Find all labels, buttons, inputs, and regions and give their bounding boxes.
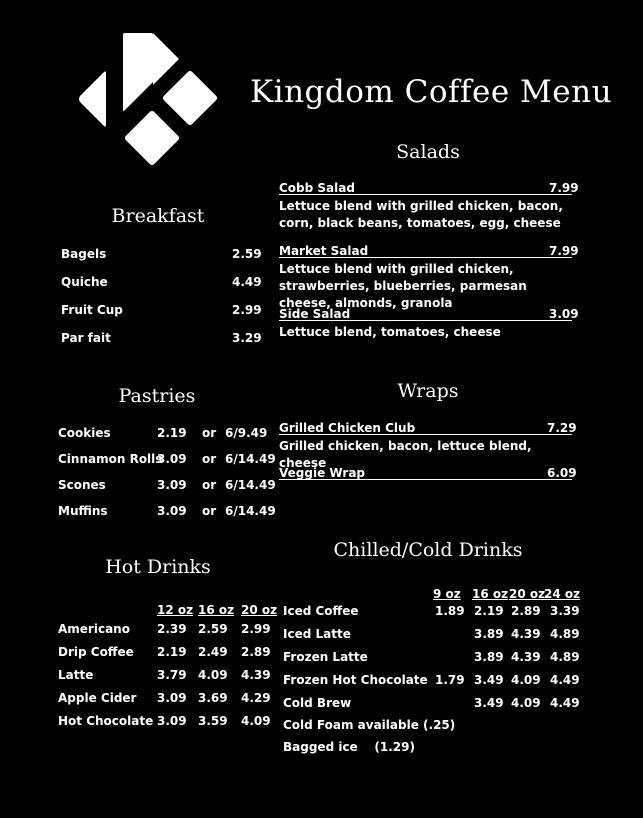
hot-drink-price: 2.49 (198, 645, 228, 659)
cold-drink-name: Cold Brew (283, 696, 352, 710)
breakfast-item-price: 2.99 (232, 303, 262, 317)
hot-drink-price: 4.09 (198, 668, 228, 682)
salad-item-price: 7.99 (549, 244, 579, 258)
wraps-heading: Wraps (397, 380, 459, 402)
hot-drink-name: Hot Chocolate (58, 714, 154, 728)
pastry-item-or: or (202, 504, 217, 518)
wrap-item-price: 7.29 (547, 421, 577, 435)
cold-drinks-note: Bagged ice (1.29) (283, 740, 415, 754)
hot-drink-name: Americano (58, 622, 130, 636)
hot-drink-name: Apple Cider (58, 691, 137, 705)
breakfast-item-name: Par fait (61, 331, 111, 345)
hot-drink-price: 2.19 (157, 645, 187, 659)
hot-drink-price: 4.39 (241, 668, 271, 682)
page-title (250, 74, 612, 110)
wrap-item-name: Veggie Wrap (279, 466, 366, 480)
kingdom-logo-icon (78, 30, 222, 170)
wrap-item-name: Grilled Chicken Club (279, 421, 416, 435)
pastries-heading: Pastries (118, 385, 196, 407)
salad-item-description: Lettuce blend with grilled chicken, bacon, corn, black beans, tomatoes, egg, cheese (279, 199, 563, 230)
hot-drink-name: Latte (58, 668, 94, 682)
salad-item-description: Lettuce blend with grilled chicken, strawberries, blueberries, parmesan cheese, almonds, granola (279, 262, 527, 310)
hot-drink-price: 2.99 (241, 622, 271, 636)
hot-drinks-size-header: 20 oz (241, 603, 278, 617)
hot-drink-price: 2.39 (157, 622, 187, 636)
pastry-item-single-price: 2.19 (157, 426, 187, 440)
cold-drink-price: 4.09 (511, 696, 541, 710)
hot-drinks-heading: Hot Drinks (105, 556, 211, 578)
title-main: Kingdom Coffee (250, 74, 510, 110)
wrap-item-description: Grilled chicken, bacon, lettuce blend, cheese (279, 439, 532, 470)
salad-item-price: 3.09 (549, 307, 579, 321)
hot-drink-price: 4.09 (241, 714, 271, 728)
hot-drinks-size-header: 16 oz (198, 603, 235, 617)
cold-drink-price: 4.49 (550, 696, 580, 710)
pastry-item-single-price: 3.09 (157, 452, 187, 466)
cold-drink-price: 3.49 (474, 673, 504, 687)
salads-heading: Salads (396, 141, 460, 163)
salad-item-name: Side Salad (279, 307, 351, 321)
cold-drink-price: 1.79 (435, 673, 465, 687)
pastry-item-bulk-price: 6/14.49 (225, 504, 276, 518)
breakfast-item-price: 4.49 (232, 275, 262, 289)
salad-item-price: 7.99 (549, 181, 579, 195)
wrap-item-price: 6.09 (547, 466, 577, 480)
cold-drink-name: Frozen Latte (283, 650, 368, 664)
hot-drink-price: 3.09 (157, 714, 187, 728)
cold-drinks-size-header: 16 oz (472, 587, 509, 601)
hot-drink-price: 3.79 (157, 668, 187, 682)
cold-drink-price: 2.89 (511, 604, 541, 618)
cold-drinks-note: Cold Foam available (.25) (283, 718, 456, 732)
cold-drink-price: 4.39 (511, 627, 541, 641)
cold-drinks-size-header: 20 oz (509, 587, 546, 601)
pastry-item-bulk-price: 6/14.49 (225, 452, 276, 466)
hot-drink-price: 4.29 (241, 691, 271, 705)
cold-drink-price: 3.89 (474, 627, 504, 641)
title-tail: Menu (520, 74, 613, 110)
hot-drink-name: Drip Coffee (58, 645, 134, 659)
cold-drinks-size-header: 9 oz (433, 587, 461, 601)
pastry-item-single-price: 3.09 (157, 504, 187, 518)
pastry-item-or: or (202, 426, 217, 440)
salad-item-name: Market Salad (279, 244, 369, 258)
hot-drink-price: 3.69 (198, 691, 228, 705)
breakfast-item-name: Fruit Cup (61, 303, 123, 317)
pastry-item-or: or (202, 452, 217, 466)
pastry-item-name: Cinnamon Rolls (58, 452, 163, 466)
cold-drink-price: 1.89 (435, 604, 465, 618)
cold-drinks-size-header: 24 oz (544, 587, 581, 601)
pastry-item-bulk-price: 6/9.49 (225, 426, 268, 440)
breakfast-item-name: Bagels (61, 247, 107, 261)
cold-drinks-heading: Chilled/Cold Drinks (333, 539, 523, 561)
cold-drink-price: 4.49 (550, 673, 580, 687)
breakfast-heading: Breakfast (111, 205, 205, 227)
hot-drink-price: 3.09 (157, 691, 187, 705)
pastry-item-or: or (202, 478, 217, 492)
pastry-item-single-price: 3.09 (157, 478, 187, 492)
pastry-item-name: Scones (58, 478, 106, 492)
pastry-item-name: Cookies (58, 426, 111, 440)
pastry-item-bulk-price: 6/14.49 (225, 478, 276, 492)
cold-drink-price: 4.09 (511, 673, 541, 687)
pastry-item-name: Muffins (58, 504, 108, 518)
hot-drink-price: 2.89 (241, 645, 271, 659)
cold-drink-name: Frozen Hot Chocolate (283, 673, 428, 687)
cold-drink-price: 2.19 (474, 604, 504, 618)
cold-drink-price: 4.89 (550, 627, 580, 641)
hot-drink-price: 3.59 (198, 714, 228, 728)
cold-drink-price: 4.89 (550, 650, 580, 664)
cold-drink-price: 3.39 (550, 604, 580, 618)
cold-drink-price: 4.39 (511, 650, 541, 664)
cold-drink-price: 3.89 (474, 650, 504, 664)
hot-drinks-size-header: 12 oz (157, 603, 194, 617)
breakfast-item-price: 2.59 (232, 247, 262, 261)
cold-drink-name: Iced Latte (283, 627, 351, 641)
hot-drink-price: 2.59 (198, 622, 228, 636)
breakfast-item-price: 3.29 (232, 331, 262, 345)
salad-item-name: Cobb Salad (279, 181, 355, 195)
cold-drink-name: Iced Coffee (283, 604, 359, 618)
cold-drink-price: 3.49 (474, 696, 504, 710)
salad-item-description: Lettuce blend, tomatoes, cheese (279, 325, 501, 339)
breakfast-item-name: Quiche (61, 275, 108, 289)
